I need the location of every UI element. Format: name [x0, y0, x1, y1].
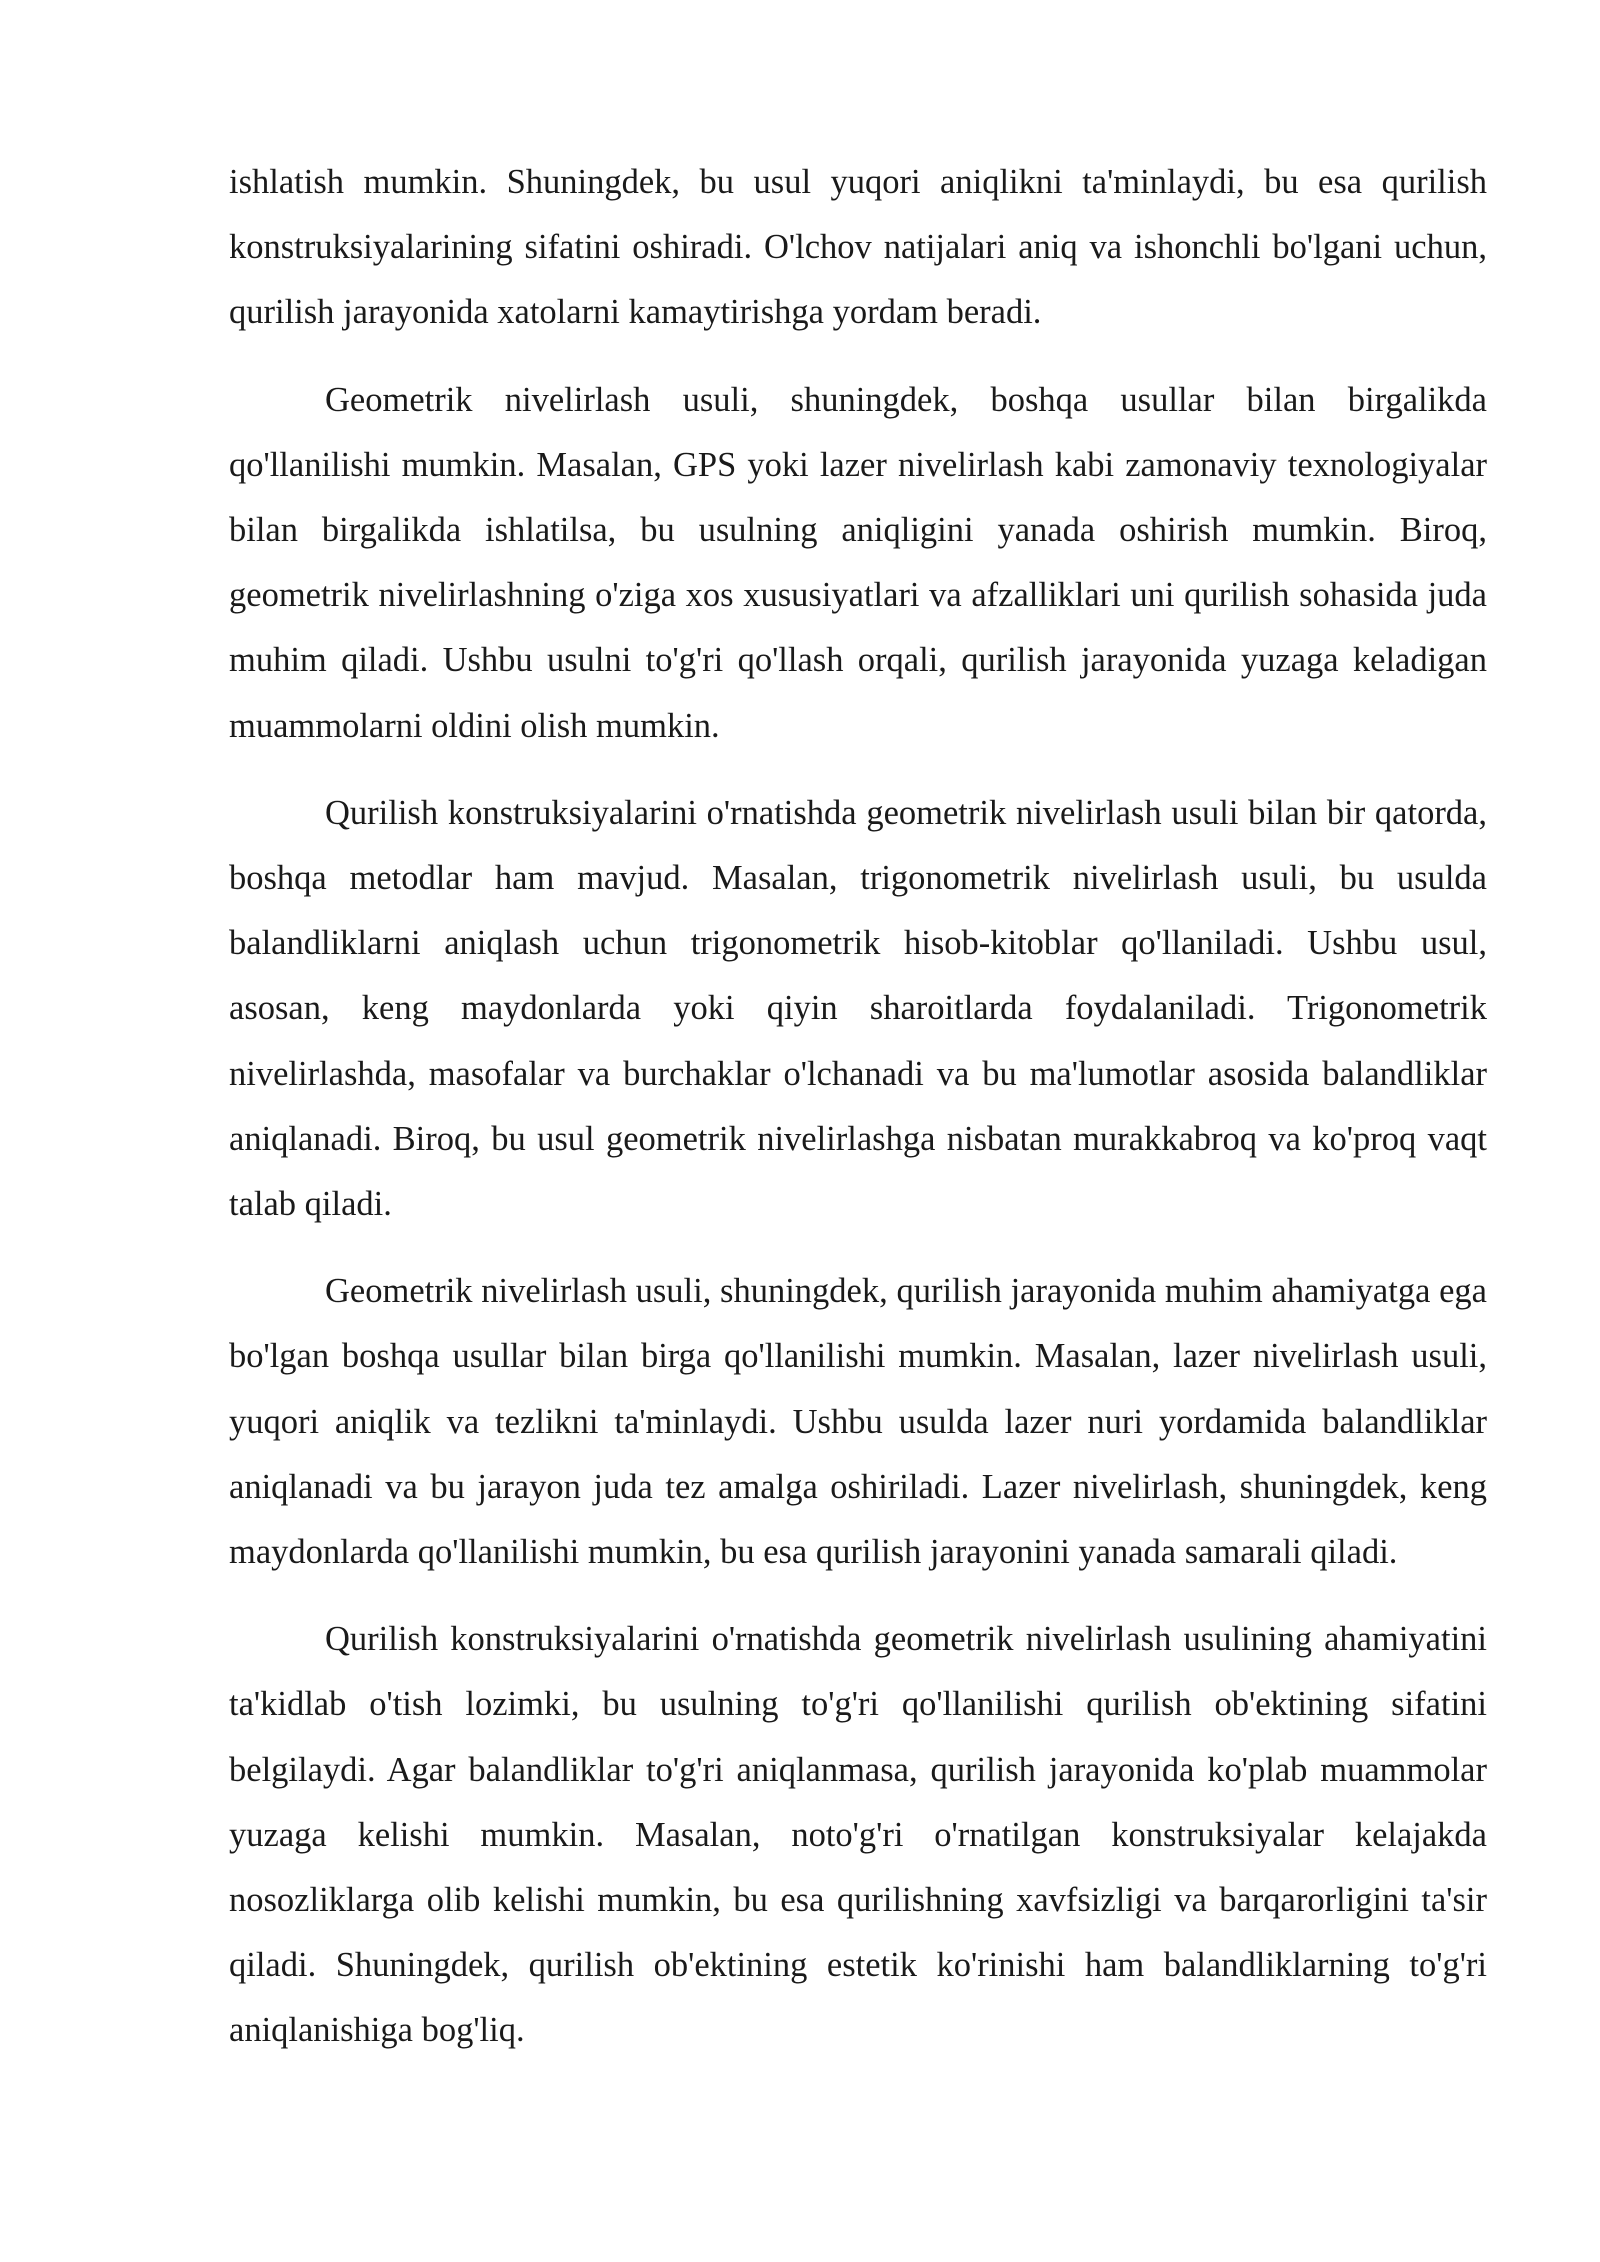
body-text [229, 150, 1487, 2086]
paragraph-3: Qurilish konstruksiyalarini o'rnatishda geometrik nivelirlash usuli bilan bir qatorda, boshqa metodlar ham mavjud. Masalan, trigonometrik nivelirlash usuli, bu usulda balandliklarni aniqlash uchun trigonometrik hisob-kitoblar qo'llaniladi. Ushbu usul, asosan, keng maydonlarda yoki qiyin sharoitlarda foydalaniladi. Trigonometrik nivelirlashda, masofalar va burchaklar o'lchanadi va bu ma'lumotlar asosida balandliklar aniqlanadi. Biroq, bu usul geometrik nivelirlashga nisbatan murakkabroq va ko'proq vaqt talab qiladi. [229, 793, 1487, 1224]
paragraph-4: Geometrik nivelirlash usuli, shuningdek, qurilish jarayonida muhim ahamiyatga ega bo'lgan boshqa usullar bilan birga qo'llanilishi mumkin. Masalan, lazer nivelirlash usuli, yuqori aniqlik va tezlikni ta'minlaydi. Ushbu usulda lazer nuri yordamida balandliklar aniqlanadi va bu jarayon juda tez amalga oshiriladi. Lazer nivelirlash, shuningdek, keng maydonlarda qo'llanilishi mumkin, bu esa qurilish jarayonini yanada samarali qiladi. [229, 1272, 1487, 1572]
paragraph-5: Qurilish konstruksiyalarini o'rnatishda geometrik nivelirlash usulining ahamiyatini ta'kidlab o'tish lozimki, bu usulning to'g'ri qo'llanilishi qurilish ob'ektining sifatini belgilaydi. Agar balandliklar to'g'ri aniqlanmasa, qurilish jarayonida ko'plab muammolar yuzaga kelishi mumkin. Masalan, noto'g'ri o'rnatilgan konstruksiyalar kelajakda nosozliklarga olib kelishi mumkin, bu esa qurilishning xavfsizligi va barqarorligini ta'sir qiladi. Shuningdek, qurilish ob'ektining estetik ko'rinishi ham balandliklarning to'g'ri aniqlanishiga bog'liq. [229, 1620, 1487, 2050]
paragraph-2: Geometrik nivelirlash usuli, shuningdek, boshqa usullar bilan birgalikda qo'llanilishi mumkin. Masalan, GPS yoki lazer nivelirlash kabi zamonaviy texnologiyalar bilan birgalikda ishlatilsa, bu usulning aniqligini yanada oshirish mumkin. Biroq, geometrik nivelirlashning o'ziga xos xususiyatlari va afzalliklari uni qurilish sohasida juda muhim qiladi. Ushbu usulni to'g'ri qo'llash orqali, qurilish jarayonida yuzaga keladigan muammolarni oldini olish mumkin. [229, 380, 1487, 745]
paragraph-1: ishlatish mumkin. Shuningdek, bu usul yuqori aniqlikni ta'minlaydi, bu esa qurilish konstruksiyalarining sifatini oshiradi. O'lchov natijalari aniq va ishonchli bo'lgani uchun, qurilish jarayonida xatolarni kamaytirishga yordam beradi. [229, 163, 1487, 332]
